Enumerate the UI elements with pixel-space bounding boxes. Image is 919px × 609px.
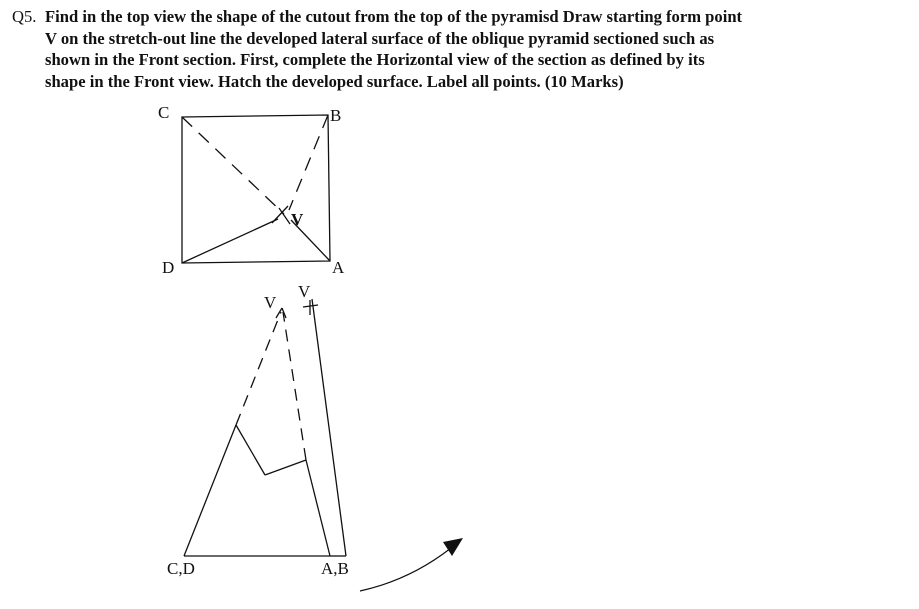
hidden-inner-edge-upper [283,312,306,460]
label-top-B: B [330,106,342,125]
rotation-arrow-head [443,538,463,556]
label-top-A: A [332,258,345,277]
hidden-edge-b-to-v [289,115,328,210]
rotation-arrow-curve [360,548,451,591]
hidden-left-outline-upper [236,312,281,425]
label-top-D: D [162,258,175,277]
rotation-arrow [360,538,463,591]
top-view-square [182,115,330,263]
front-inner-edge-lower [306,460,330,556]
question-line-2: V on the stretch-out line the developed lateral surface of the oblique pyramid sectioned such as [45,28,715,48]
marks-label: (10 Marks) [544,71,624,91]
hidden-edge-c-to-v [182,117,284,214]
question-number: Q5. [12,7,37,26]
top-view [182,115,330,263]
cut-edge-2 [265,460,306,475]
label-top-C: C [158,103,170,122]
edge-d-to-v [182,219,278,263]
question-line-1: Find in the top view the shape of the cutout from the top of the pyramisd Draw starting form point [45,7,743,26]
front-left-outline-lower [184,425,236,556]
question-line-3: shown in the Front section. First, complete the Horizontal view of the section as defined by its [45,50,705,69]
label-top-V: V [291,210,304,229]
label-front-V-left: V [264,293,277,312]
label-front-CD: C,D [167,559,195,578]
label-front-AB: A,B [321,559,349,578]
question-line-4-text: shape in the Front view. Hatch the developed surface. Label all points. [45,71,541,91]
front-right-outline [312,299,346,556]
cut-edge-1 [236,425,265,475]
front-view [184,299,346,556]
label-front-V-right: V [298,282,311,301]
